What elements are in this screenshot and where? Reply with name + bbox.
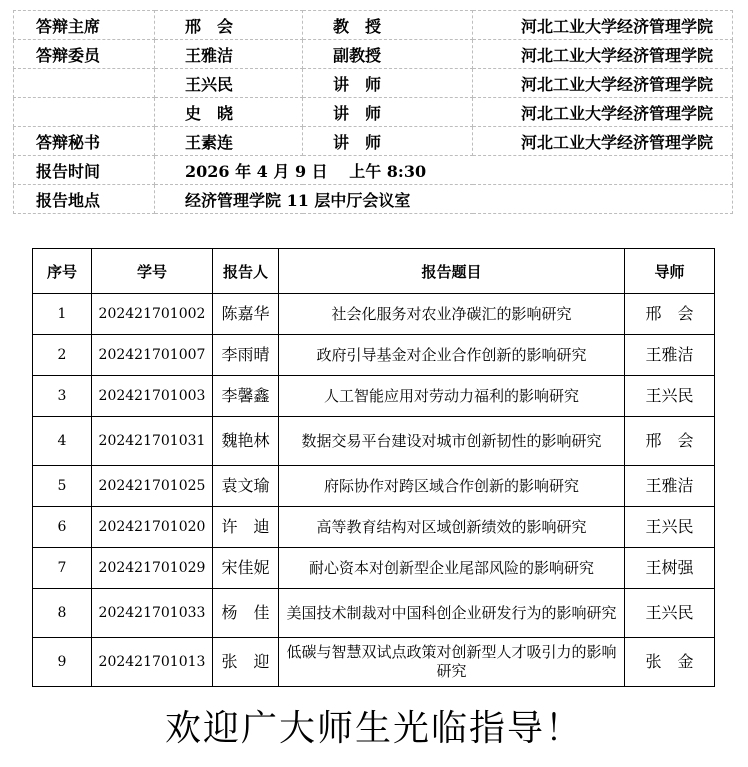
cell-topic: 社会化服务对农业净碳汇的影响研究 xyxy=(279,294,625,335)
cell-speaker: 许 迪 xyxy=(213,507,279,548)
cell-no: 6 xyxy=(33,507,92,548)
committee-role: 答辩主席 xyxy=(14,11,155,40)
committee-row xyxy=(14,40,733,69)
committee-name: 王兴民 xyxy=(155,69,303,98)
committee-row xyxy=(14,98,733,127)
cell-speaker: 李雨晴 xyxy=(213,335,279,376)
header-no: 序号 xyxy=(33,249,92,294)
schedule-table xyxy=(32,248,715,687)
location-value: 经济管理学院 11 层中厅会议室 xyxy=(155,185,733,214)
committee-affiliation: 河北工业大学经济管理学院 xyxy=(473,11,733,40)
table-row xyxy=(33,335,715,376)
committee-title: 讲 师 xyxy=(303,127,473,156)
cell-student-id: 202421701003 xyxy=(92,376,213,417)
cell-student-id: 202421701031 xyxy=(92,417,213,466)
committee-affiliation: 河北工业大学经济管理学院 xyxy=(473,98,733,127)
cell-topic: 政府引导基金对企业合作创新的影响研究 xyxy=(279,335,625,376)
time-value: 2026 年 4 月 9 日 上午 8:30 xyxy=(155,156,733,185)
committee-affiliation: 河北工业大学经济管理学院 xyxy=(473,69,733,98)
cell-no: 5 xyxy=(33,466,92,507)
committee-name: 邢 会 xyxy=(155,11,303,40)
cell-speaker: 张 迎 xyxy=(213,638,279,687)
cell-advisor: 王树强 xyxy=(625,548,715,589)
header-speaker: 报告人 xyxy=(213,249,279,294)
cell-speaker: 李馨鑫 xyxy=(213,376,279,417)
committee-row xyxy=(14,127,733,156)
committee-row xyxy=(14,11,733,40)
cell-no: 8 xyxy=(33,589,92,638)
location-label: 报告地点 xyxy=(14,185,155,214)
header-advisor: 导师 xyxy=(625,249,715,294)
committee-affiliation: 河北工业大学经济管理学院 xyxy=(473,40,733,69)
committee-table xyxy=(13,10,733,214)
cell-student-id: 202421701020 xyxy=(92,507,213,548)
cell-advisor: 王雅洁 xyxy=(625,466,715,507)
time-row xyxy=(14,156,733,185)
committee-name: 王雅洁 xyxy=(155,40,303,69)
table-row xyxy=(33,638,715,687)
cell-speaker: 宋佳妮 xyxy=(213,548,279,589)
cell-no: 3 xyxy=(33,376,92,417)
committee-body xyxy=(14,11,733,156)
cell-speaker: 魏艳林 xyxy=(213,417,279,466)
cell-advisor: 王兴民 xyxy=(625,589,715,638)
cell-no: 9 xyxy=(33,638,92,687)
table-row xyxy=(33,589,715,638)
cell-advisor: 张 金 xyxy=(625,638,715,687)
table-row xyxy=(33,548,715,589)
committee-title: 教 授 xyxy=(303,11,473,40)
cell-advisor: 王兴民 xyxy=(625,376,715,417)
cell-topic: 低碳与智慧双试点政策对创新型人才吸引力的影响研究 xyxy=(279,638,625,687)
table-row xyxy=(33,376,715,417)
cell-advisor: 邢 会 xyxy=(625,417,715,466)
committee-name: 史 晓 xyxy=(155,98,303,127)
cell-topic: 耐心资本对创新型企业尾部风险的影响研究 xyxy=(279,548,625,589)
committee-row xyxy=(14,69,733,98)
header-topic: 报告题目 xyxy=(279,249,625,294)
schedule-body xyxy=(33,294,715,687)
cell-student-id: 202421701029 xyxy=(92,548,213,589)
cell-advisor: 王雅洁 xyxy=(625,335,715,376)
location-row xyxy=(14,185,733,214)
cell-no: 7 xyxy=(33,548,92,589)
committee-title: 讲 师 xyxy=(303,98,473,127)
welcome-banner: 欢迎广大师生光临指导！ xyxy=(164,708,583,749)
cell-student-id: 202421701007 xyxy=(92,335,213,376)
committee-title: 副教授 xyxy=(303,40,473,69)
cell-topic: 高等教育结构对区域创新绩效的影响研究 xyxy=(279,507,625,548)
cell-speaker: 杨 佳 xyxy=(213,589,279,638)
committee-role xyxy=(14,98,155,127)
cell-student-id: 202421701013 xyxy=(92,638,213,687)
committee-affiliation: 河北工业大学经济管理学院 xyxy=(473,127,733,156)
cell-student-id: 202421701033 xyxy=(92,589,213,638)
schedule-header-row xyxy=(33,249,715,294)
committee-role: 答辩秘书 xyxy=(14,127,155,156)
cell-topic: 美国技术制裁对中国科创企业研发行为的影响研究 xyxy=(279,589,625,638)
cell-advisor: 邢 会 xyxy=(625,294,715,335)
cell-no: 1 xyxy=(33,294,92,335)
cell-student-id: 202421701002 xyxy=(92,294,213,335)
time-label: 报告时间 xyxy=(14,156,155,185)
cell-no: 2 xyxy=(33,335,92,376)
committee-role: 答辩委员 xyxy=(14,40,155,69)
cell-no: 4 xyxy=(33,417,92,466)
committee-title: 讲 师 xyxy=(303,69,473,98)
cell-speaker: 袁文瑜 xyxy=(213,466,279,507)
table-row xyxy=(33,466,715,507)
table-row xyxy=(33,294,715,335)
table-row xyxy=(33,507,715,548)
cell-topic: 府际协作对跨区域合作创新的影响研究 xyxy=(279,466,625,507)
committee-role xyxy=(14,69,155,98)
committee-name: 王素连 xyxy=(155,127,303,156)
cell-topic: 数据交易平台建设对城市创新韧性的影响研究 xyxy=(279,417,625,466)
table-row xyxy=(33,417,715,466)
cell-advisor: 王兴民 xyxy=(625,507,715,548)
cell-student-id: 202421701025 xyxy=(92,466,213,507)
cell-speaker: 陈嘉华 xyxy=(213,294,279,335)
cell-topic: 人工智能应用对劳动力福利的影响研究 xyxy=(279,376,625,417)
header-id: 学号 xyxy=(92,249,213,294)
